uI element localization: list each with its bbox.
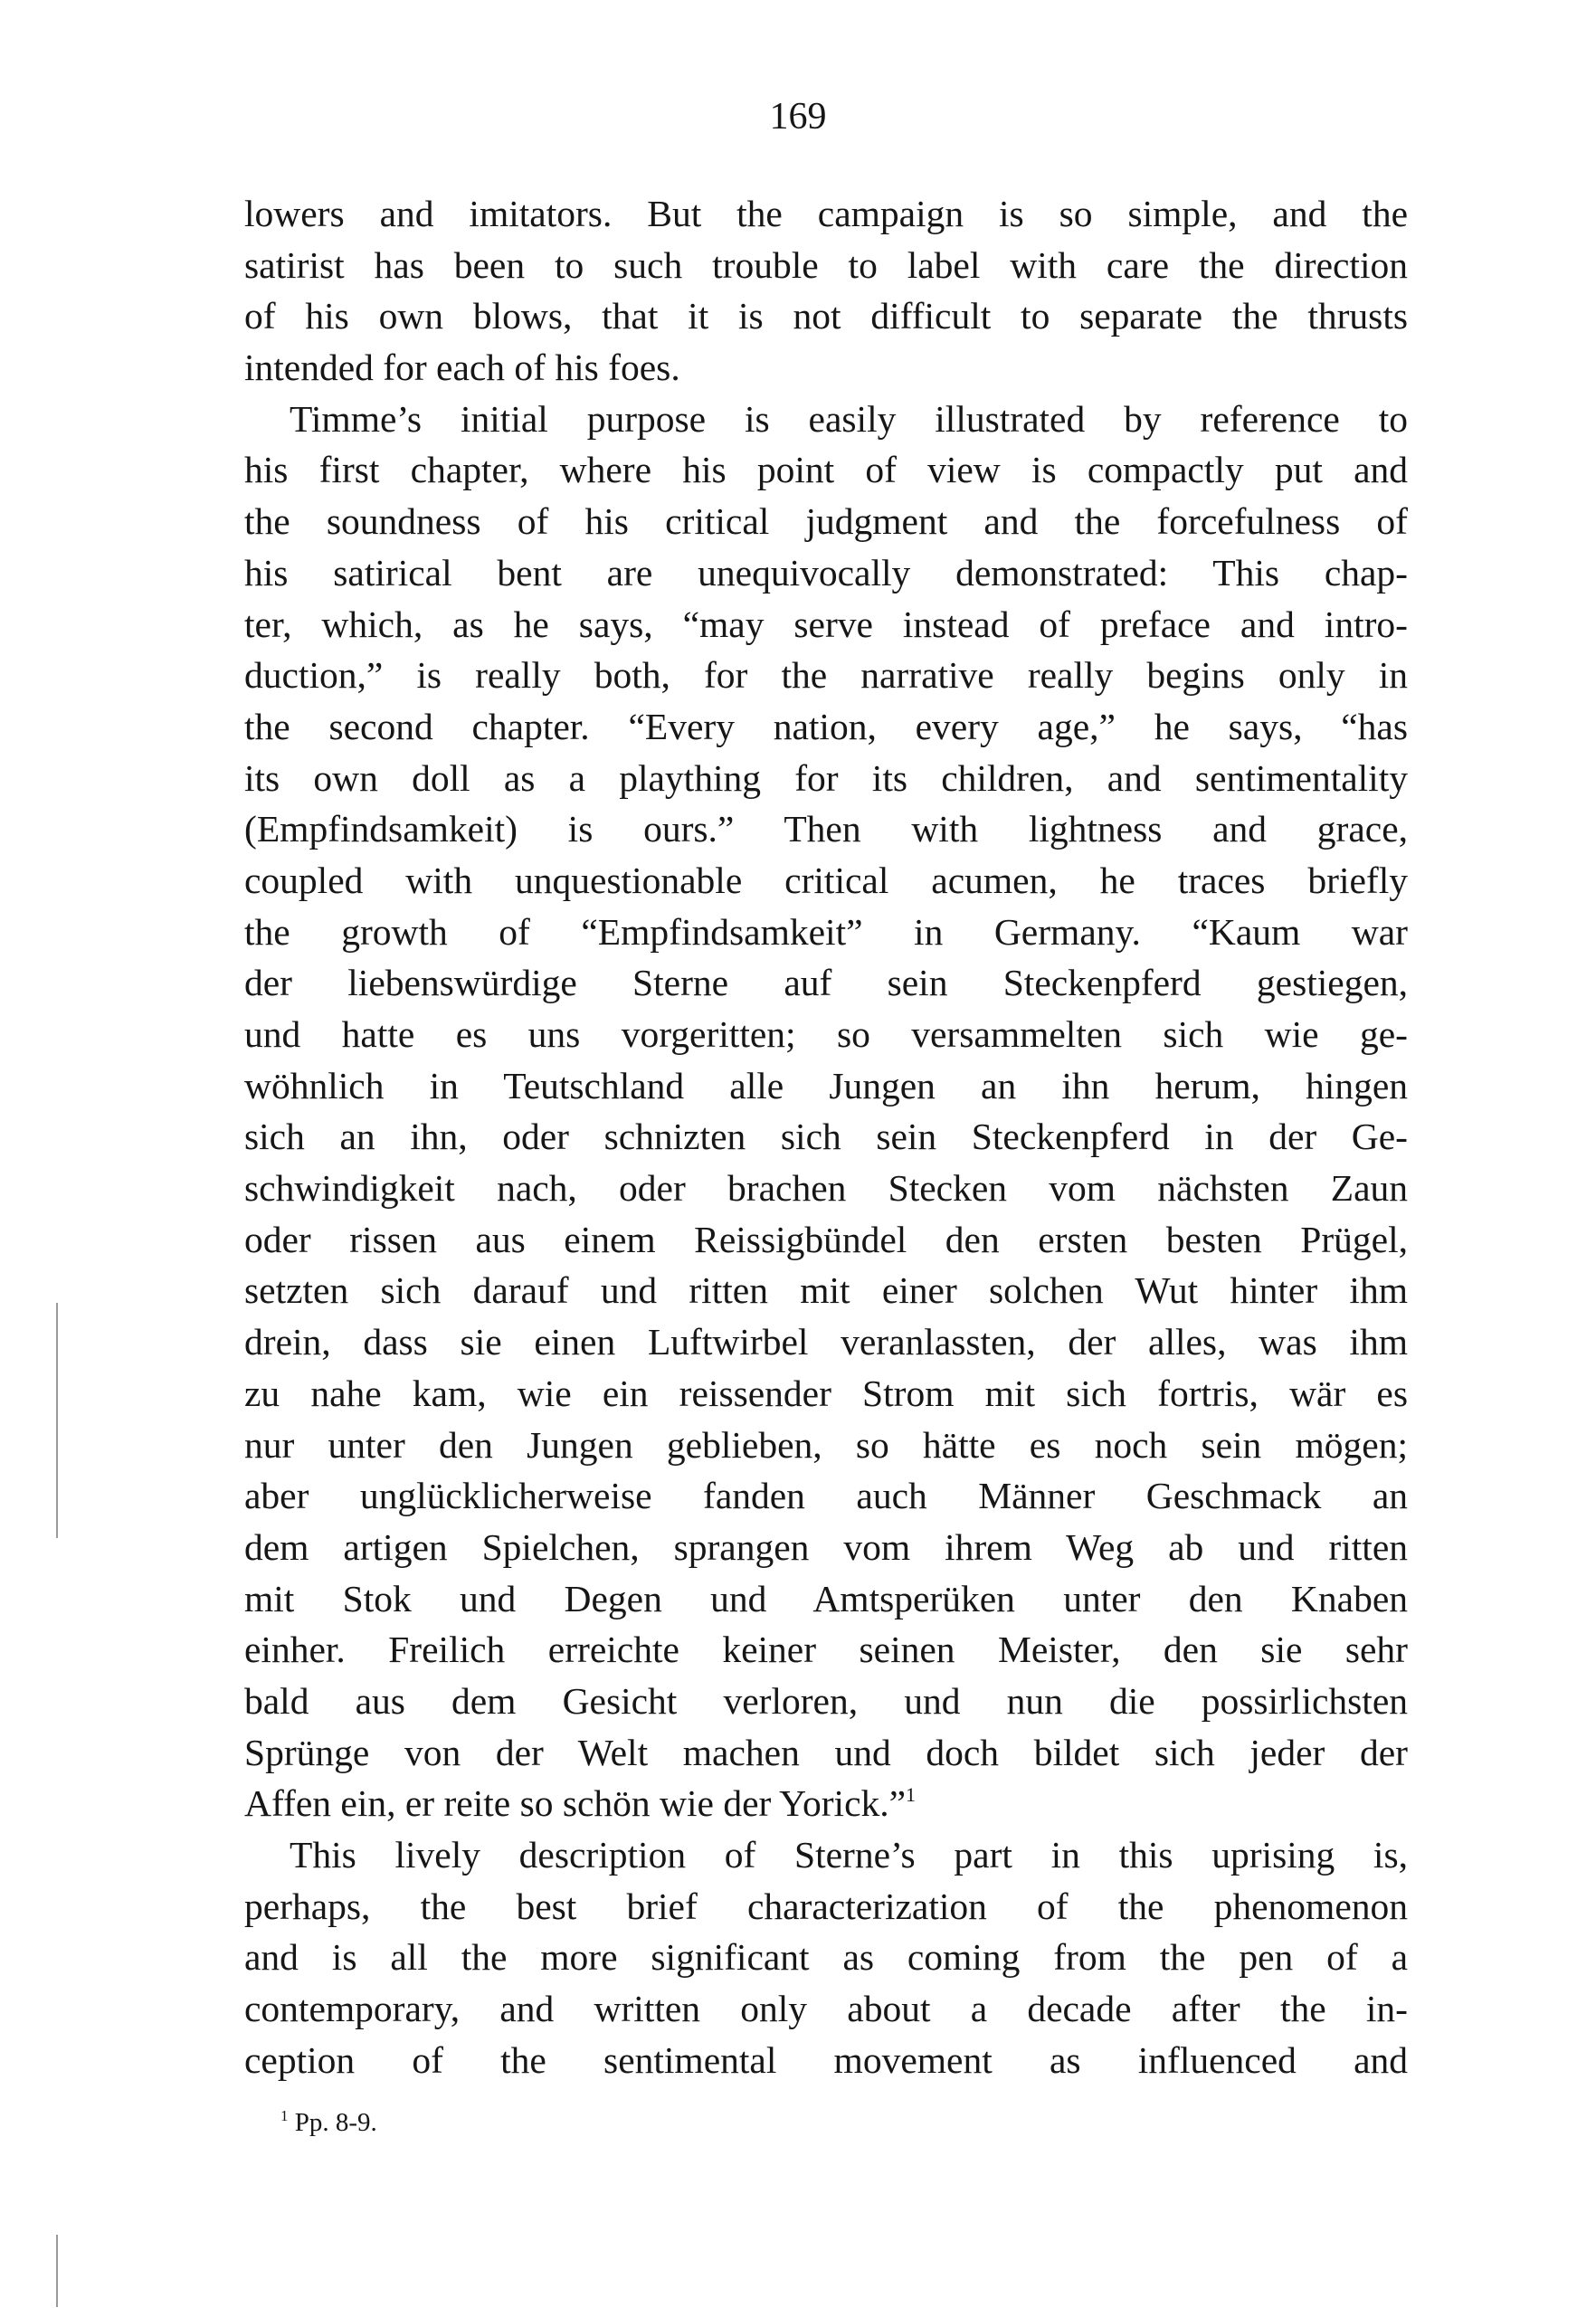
- text-line: [244, 650, 1408, 701]
- line-text: setzten sich darauf und ritten mit einer solchen Wut hinter ihm: [244, 1269, 1408, 1312]
- text-line: [244, 1522, 1408, 1573]
- text-line: [244, 1932, 1408, 1983]
- line-text: coupled with unquestionable critical acumen, he traces briefly: [244, 859, 1408, 901]
- line-text: its own doll as a plaything for its children, and sentimentality: [244, 756, 1408, 799]
- paragraph: [244, 188, 1408, 394]
- footnote-marker: 1: [280, 2107, 289, 2124]
- text-line: [244, 1778, 1408, 1829]
- line-text: of his own blows, that it is not difficult to separate the thrusts: [244, 295, 1408, 337]
- line-text: Sprünge von der Welt machen und doch bildet sich jeder der: [244, 1731, 1408, 1773]
- line-text: dem artigen Spielchen, sprangen vom ihrem Weg ab und ritten: [244, 1525, 1408, 1568]
- line-text: wöhnlich in Teutschland alle Jungen an ihn herum, hingen: [244, 1064, 1408, 1107]
- line-text: satirist has been to such trouble to label with care the direction: [244, 243, 1408, 286]
- line-text: lowers and imitators. But the campaign is so simple, and the: [244, 193, 1408, 234]
- text-line: [244, 1881, 1408, 1933]
- footnote: [280, 2104, 377, 2141]
- text-line: [244, 444, 1408, 496]
- text-line: [244, 855, 1408, 907]
- line-text: nur unter den Jungen geblieben, so hätte es noch sein mögen;: [244, 1423, 1408, 1466]
- text-line: [244, 188, 1408, 240]
- line-text: and is all the more significant as coming from the pen of a: [244, 1936, 1408, 1979]
- scan-margin-mark: [56, 1303, 58, 1538]
- scan-margin-mark: [56, 2235, 58, 2307]
- text-line: [244, 599, 1408, 651]
- text-line: [244, 803, 1408, 855]
- text-line: [244, 957, 1408, 1009]
- line-text: aber unglücklicherweise fanden auch Männer Geschmack an: [244, 1475, 1408, 1517]
- text-line: [244, 1470, 1408, 1522]
- text-line: [244, 1983, 1408, 2035]
- line-text: oder rissen aus einem Reissigbündel den ersten besten Prügel,: [244, 1218, 1408, 1260]
- text-line: [244, 1829, 1408, 1881]
- text-line: [244, 290, 1408, 342]
- text-line: [244, 342, 1408, 394]
- footnote-text: Pp. 8-9.: [294, 2108, 377, 2137]
- line-text: zu nahe kam, wie ein reissender Strom mit sich fortris, wär es: [244, 1372, 1408, 1414]
- line-text: Affen ein, er reite so schön wie der Yorick.”: [244, 1782, 907, 1825]
- text-line: [244, 1111, 1408, 1163]
- text-line: [244, 496, 1408, 547]
- line-text: the growth of “Empfindsamkeit” in Germany. “Kaum war: [244, 910, 1408, 953]
- line-text: perhaps, the best brief characterization of the phenomenon: [244, 1885, 1408, 1927]
- line-text: schwindigkeit nach, oder brachen Stecken vom nächsten Zaun: [244, 1167, 1408, 1210]
- line-text: bald aus dem Gesicht verloren, und nun die possirlichsten: [244, 1679, 1408, 1722]
- text-line: [244, 1009, 1408, 1060]
- text-line: [244, 1265, 1408, 1316]
- text-line: [244, 753, 1408, 804]
- text-line: [244, 1420, 1408, 1471]
- line-text: intended for each of his foes.: [244, 347, 680, 389]
- line-text: einher. Freilich erreichte keiner seinen Meister, den sie sehr: [244, 1629, 1408, 1671]
- line-text: his satirical bent are unequivocally demonstrated: This chap-: [244, 551, 1408, 594]
- text-line: [244, 1727, 1408, 1779]
- line-text: Timme’s initial purpose is easily illustrated by reference to: [290, 397, 1408, 440]
- text-line: [244, 1163, 1408, 1214]
- text-line: [244, 240, 1408, 291]
- line-text: the soundness of his critical judgment and the forcefulness of: [244, 500, 1408, 543]
- text-line: [244, 1573, 1408, 1625]
- text-line: [244, 2035, 1408, 2086]
- line-text: (Empfindsamkeit) is ours.” Then with lightness and grace,: [244, 808, 1408, 850]
- text-line: [244, 1624, 1408, 1676]
- text-line: [244, 701, 1408, 753]
- line-text: mit Stok und Degen und Amtsperüken unter den Knaben: [244, 1577, 1408, 1619]
- paragraph: [244, 1829, 1408, 2085]
- line-text: duction,” is really both, for the narrative really begins only in: [244, 654, 1408, 697]
- line-text: ter, which, as he says, “may serve instead of preface and intro-: [244, 603, 1408, 645]
- text-line: [244, 1060, 1408, 1112]
- footnote-reference: 1: [906, 1783, 917, 1807]
- line-text: the second chapter. “Every nation, every age,” he says, “has: [244, 705, 1408, 747]
- text-line: [244, 547, 1408, 599]
- line-text: This lively description of Sterne’s part in this uprising is,: [290, 1834, 1408, 1876]
- paragraph: [244, 394, 1408, 1829]
- text-line: [244, 1676, 1408, 1727]
- text-line: [244, 1316, 1408, 1368]
- text-line: [244, 907, 1408, 958]
- text-line: [244, 1214, 1408, 1266]
- line-text: der liebenswürdige Sterne auf sein Steckenpferd gestiegen,: [244, 962, 1408, 1004]
- line-text: contemporary, and written only about a decade after the in-: [244, 1988, 1408, 2030]
- text-line: [244, 1368, 1408, 1420]
- text-line: [244, 394, 1408, 445]
- line-text: drein, dass sie einen Luftwirbel veranlassten, der alles, was ihm: [244, 1321, 1408, 1363]
- line-text: ception of the sentimental movement as influenced and: [244, 2038, 1408, 2081]
- line-text: his first chapter, where his point of view is compactly put and: [244, 449, 1408, 491]
- page-number: 169: [769, 96, 827, 138]
- body-text: [244, 188, 1408, 2085]
- line-text: sich an ihn, oder schnizten sich sein Steckenpferd in der Ge-: [244, 1116, 1408, 1158]
- line-text: und hatte es uns vorgeritten; so versammelten sich wie ge-: [244, 1013, 1408, 1055]
